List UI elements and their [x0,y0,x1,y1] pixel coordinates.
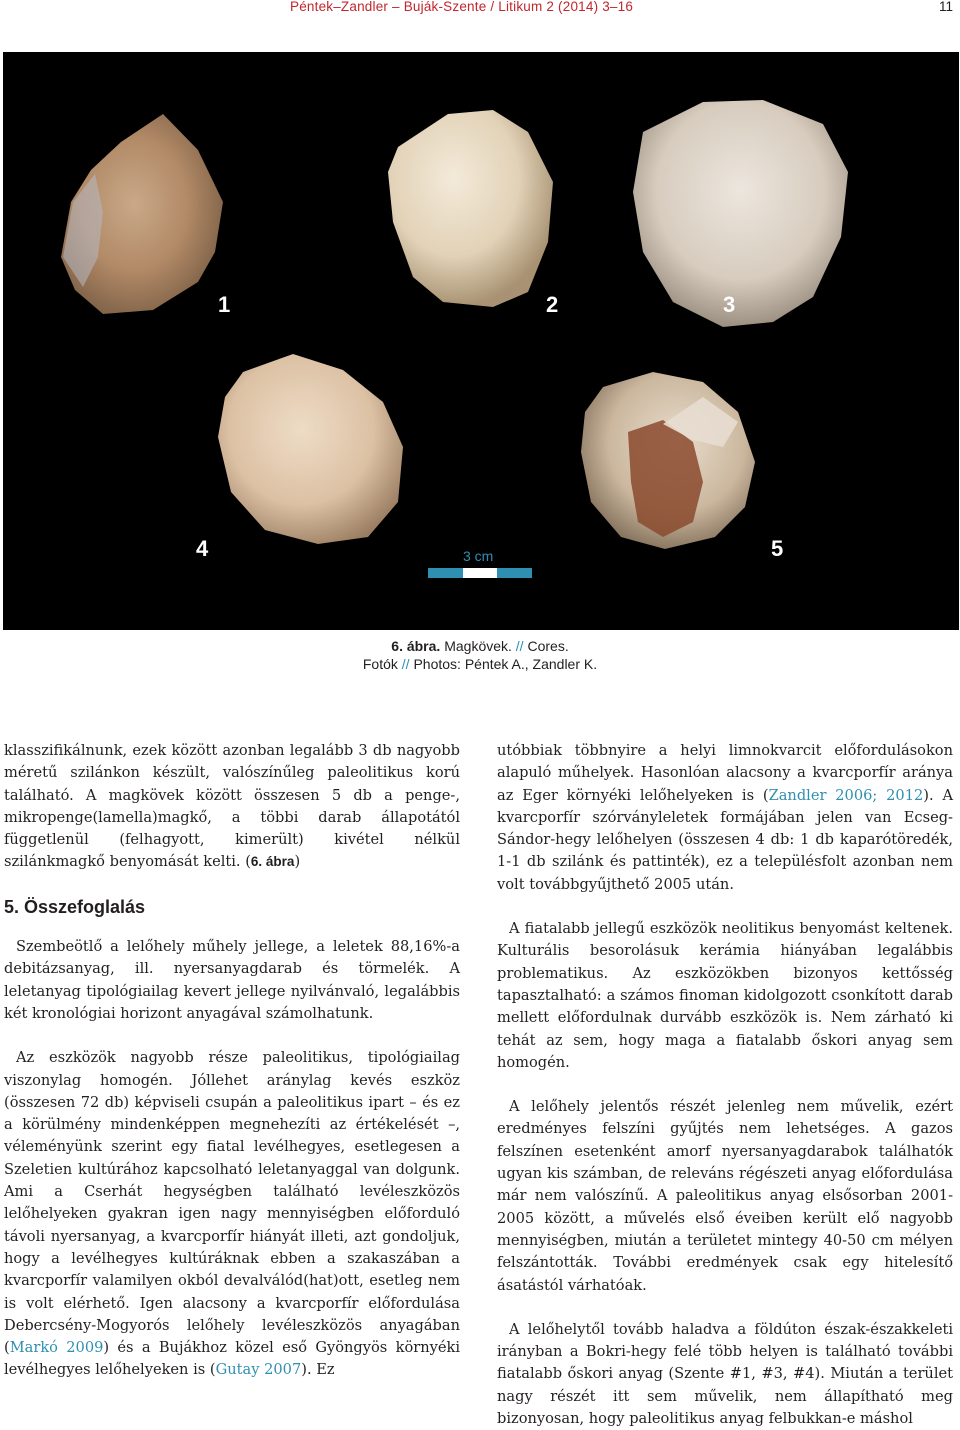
page-number: 11 [938,0,953,14]
citation-link[interactable]: Zandler 2006; 2012 [768,786,924,804]
running-title: Péntek–Zandler – Buják-Szente / Litikum 2 (2014) 3–16 [290,0,634,14]
text: Az eszközök nagyobb része paleolitikus, tipológiailag viszonylag homogén. Jóllehet aránylag kevés eszköz (összesen 72 db) képviseli csupán a paleolitikus ipart – és ez a körülmény mindenképpen megnehezíti az értékelését –, véleményünk szerint egy fiatal levélhegyes, esetlegesen a Szeletien kultúrához kapcsolható leletanyaggal van dolgunk. Ami a Cserhát hegységben található levéleszközös lelőhelyeken gyakran igen nagy mennyiségben előforduló távoli nyersanyag, a kvarcporfír hiányát illeti, azt gondoljuk, hogy a levélhegyes kultúráknak ebben a szakaszában a kvarcporfír valamilyen okból devalválód(hat)ott, esetleg nem is volt elérhető. Igen alacsony a kvarcporfír előfordulása Debercsény-Mogyorós lelőhely levéleszközös anyagában ( [4,1049,460,1357]
scale-segment [497,568,532,578]
cores-image [3,52,959,630]
left-column [4,740,460,1382]
text: ). A kvarcporfír szórványleletek formájában jelen van Ecseg-Sándor-hegy lelőhelyen (összesen 4 db: 1 db kaparótöredék, 1-1 db szilánk és pattinték), ez a településfolt azonban nem volt továbbgyűjthető 2005 után. [497,786,953,893]
running-head [0,0,960,20]
scale-segment [463,568,498,578]
right-column [497,740,953,1430]
core-4 [218,354,403,544]
citation-link[interactable]: Gutay 2007 [215,1361,302,1379]
core-2 [388,110,553,307]
caption-english: Cores. [527,638,569,654]
cores-photograph [3,52,959,630]
paragraph: A lelőhely jelentős részét jelenleg nem művelik, ezért eredményes felszíni gyűjtés nem lehetséges. A gazos felszínen esetenként amorf nyersanyagdarabok találhatók ugyan kis számban, de releváns régészeti anyag előfordulása már nem valószínű. A paleolitikus anyag elsősorban 2001-2005 között, a művelés első éveiben került elő nagyobb mennyiségben, miután a területet mintegy 40-50 cm mélyen felszántották. További eredmények csak egy hitelesítő ásatástól várhatóak. [497,1098,953,1294]
caption-separator: // [515,638,524,654]
section-heading: 5. Összefoglalás [4,896,146,917]
figure-caption [0,638,960,654]
text: ) és a Bujákhoz közel eső Gyöngyös környéki levélhegyes lelőhelyeken is ( [4,1339,460,1379]
paragraph: Szembeötlő a lelőhely műhely jellege, a leletek 88,16%-a debitázsanyag, ill. nyersanyagdarab és törmelék. A leletanyag tipológiailag kevert jellege nyilvánvaló, legalábbis két kronológiai horizont anyagával számolhatunk. [4,938,460,1022]
paragraph [4,740,460,874]
scale-bar [428,568,532,578]
text: ). Ez [301,1361,335,1379]
credit-separator: // [401,656,410,672]
caption-hungarian: Magkövek. [444,638,512,654]
core-label-2: 2 [546,292,559,317]
text: klasszifikálnunk, ezek között azonban legalább 3 db nagyobb méretű szilánkon készült, valószínűleg paleolitikus korú található. A magkövek között összesen 5 db a penge-, mikropenge(lamella)magkő, a többi darab állapotától függetlenül (felhagyott, kimerült) kivétel nélkül szilánkmagkő benyomását kelti. ( [4,742,460,871]
paragraph: A lelőhelytől tovább haladva a földúton észak-északkeleti irányban a Bokri-hegy felé több helyen is található további fiatalabb őskori anyag (Szente #1, #3, #4). Miután a terület nagy részét itt sem művelik, nem állapítható meg bizonyosan, hogy paleolitikus anyag felbukkan-e máshol [497,1320,953,1428]
paragraph [4,1047,460,1381]
core-label-1: 1 [218,292,231,317]
core-label-4: 4 [196,536,209,561]
scale-label: 3 cm [463,548,494,564]
figure-credit [0,656,960,672]
core-label-3: 3 [723,292,736,317]
figure-reference: 6. ábra [250,854,295,870]
text: ) [294,853,301,871]
core-label-5: 5 [771,536,784,561]
credit-hungarian: Fotók [362,656,398,672]
paragraph: A fiatalabb jellegű eszközök neolitikus benyomást keltenek. Kulturális besorolásuk kerámia hiányában legalábbis problematikus. Az eszközökben bizonyos kettősség tapasztalható: a számos finoman kidolgozott csonkított darab mellett előfordulnak durvább eszközök is. Nem zárható ki tehát az sem, hogy maga a fiatalabb őskori anyag sem homogén. [497,920,953,1071]
scale-segment [428,568,463,578]
core-3 [633,100,848,327]
figure-number: 6. ábra. [391,638,441,654]
paragraph [497,740,953,896]
credit-english: Photos: Péntek A., Zandler K. [413,656,598,672]
citation-link[interactable]: Markó 2009 [9,1339,104,1357]
text: utóbbiak többnyire a helyi limnokvarcit előfordulásokon alapuló műhelyek. Hasonlóan alacsony a kvarcporfír aránya az Eger környéki lelőhelyeken is ( [497,742,953,804]
